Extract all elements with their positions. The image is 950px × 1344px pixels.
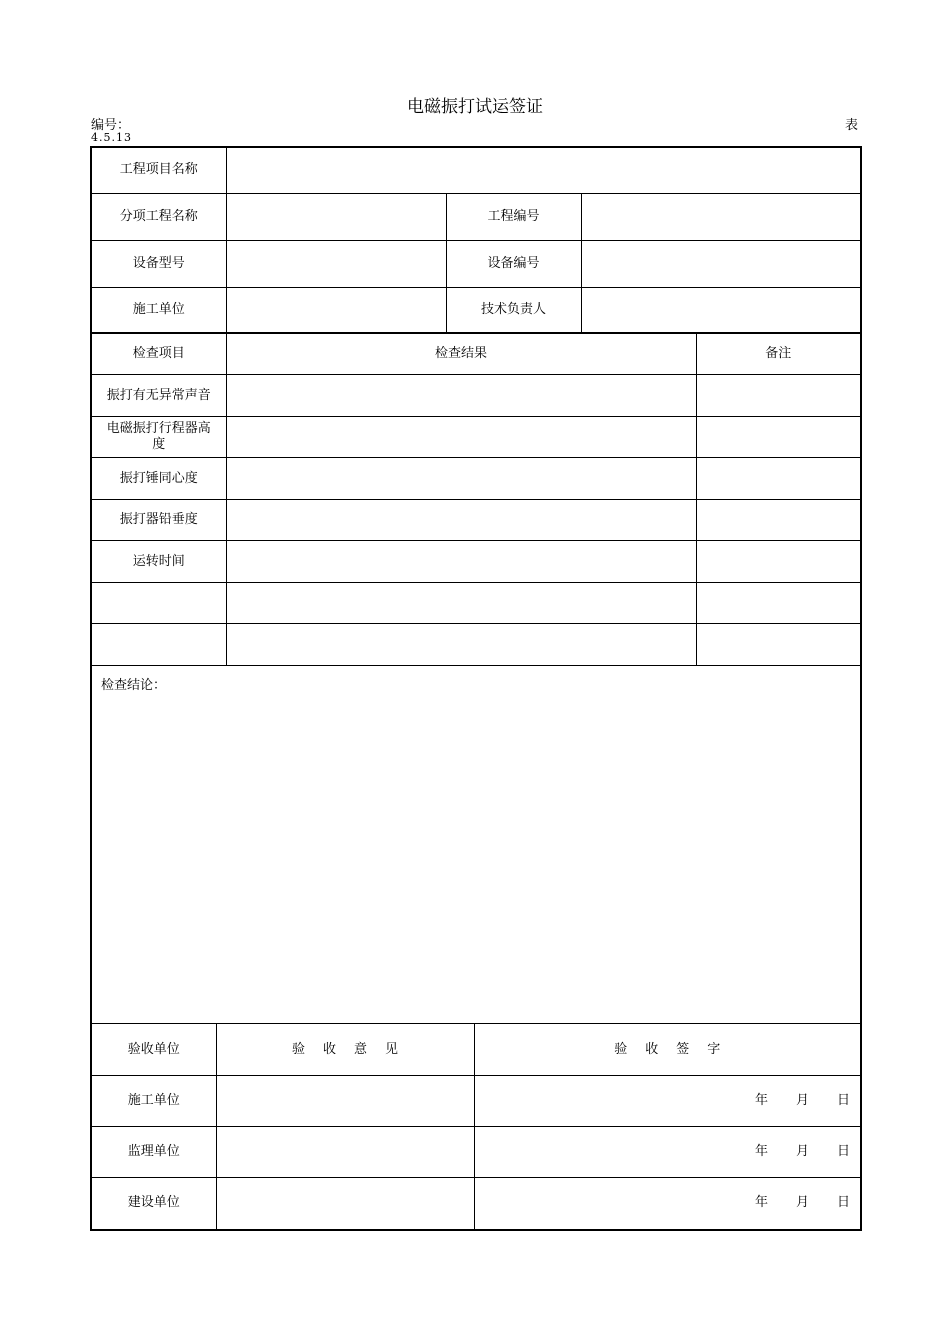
inspection-remark[interactable]: [696, 541, 861, 583]
conclusion-area[interactable]: [91, 666, 861, 1024]
acceptance-opinion-header: 验 收 意 见: [216, 1024, 474, 1076]
table-row: [91, 500, 861, 541]
contractor-label: 施工单位: [91, 287, 226, 333]
acceptance-signature[interactable]: 年 月 日: [474, 1076, 861, 1127]
table-row: [91, 1178, 861, 1230]
table-row: [91, 417, 861, 458]
project-no-label: 工程编号: [446, 193, 581, 240]
table-row: [91, 1127, 861, 1178]
inspection-item[interactable]: [91, 583, 226, 624]
inspection-remark[interactable]: [696, 458, 861, 500]
page-title: 电磁振打试运签证: [407, 97, 543, 117]
project-name-label: 工程项目名称: [91, 147, 226, 193]
inspection-item: 振打锤同心度: [91, 458, 226, 500]
table-row: [91, 624, 861, 666]
inspection-table: [90, 332, 862, 666]
equipment-model-value[interactable]: [226, 240, 446, 287]
inspection-result[interactable]: [226, 458, 696, 500]
inspection-remark[interactable]: [696, 375, 861, 417]
acceptance-signature[interactable]: 年 月 日: [474, 1178, 861, 1230]
number-label: 编号：: [91, 118, 131, 133]
project-name-value[interactable]: [226, 147, 861, 193]
project-info-table: [90, 146, 862, 334]
inspection-result[interactable]: [226, 375, 696, 417]
sub-project-label: 分项工程名称: [91, 193, 226, 240]
acceptance-opinion[interactable]: [216, 1178, 474, 1230]
contractor-value[interactable]: [226, 287, 446, 333]
inspection-result[interactable]: [226, 583, 696, 624]
tech-lead-label: 技术负责人: [446, 287, 581, 333]
acceptance-unit: 监理单位: [91, 1127, 216, 1178]
table-code: 4.5.13: [91, 131, 132, 144]
project-no-value[interactable]: [581, 193, 861, 240]
inspection-item[interactable]: [91, 624, 226, 666]
acceptance-signature[interactable]: 年 月 日: [474, 1127, 861, 1178]
equipment-no-value[interactable]: [581, 240, 861, 287]
table-row: [91, 541, 861, 583]
equipment-model-label: 设备型号: [91, 240, 226, 287]
inspection-item: 振打器铅垂度: [91, 500, 226, 541]
tech-lead-value[interactable]: [581, 287, 861, 333]
table-row: [91, 583, 861, 624]
inspection-remark[interactable]: [696, 583, 861, 624]
inspection-result[interactable]: [226, 500, 696, 541]
inspection-result[interactable]: [226, 417, 696, 458]
inspection-remark[interactable]: [696, 500, 861, 541]
acceptance-unit: 建设单位: [91, 1178, 216, 1230]
inspection-remark-header: 备注: [696, 333, 861, 375]
acceptance-unit-header: 验收单位: [91, 1024, 216, 1076]
conclusion-table: [90, 665, 862, 1024]
acceptance-opinion[interactable]: [216, 1076, 474, 1127]
inspection-result[interactable]: [226, 541, 696, 583]
inspection-item: 运转时间: [91, 541, 226, 583]
inspection-result[interactable]: [226, 624, 696, 666]
sub-project-value[interactable]: [226, 193, 446, 240]
inspection-result-header: 检查结果: [226, 333, 696, 375]
acceptance-unit: 施工单位: [91, 1076, 216, 1127]
acceptance-table: [90, 1023, 862, 1231]
conclusion-label: 检查结论：: [101, 678, 167, 693]
inspection-remark[interactable]: [696, 417, 861, 458]
inspection-item: 振打有无异常声音: [91, 375, 226, 417]
table-row: [91, 458, 861, 500]
table-row: [91, 375, 861, 417]
inspection-item-header: 检查项目: [91, 333, 226, 375]
table-label: 表: [845, 118, 859, 133]
inspection-item: 电磁振打行程器高度: [91, 417, 226, 458]
inspection-remark[interactable]: [696, 624, 861, 666]
acceptance-opinion[interactable]: [216, 1127, 474, 1178]
table-row: [91, 1076, 861, 1127]
acceptance-signature-header: 验 收 签 字: [474, 1024, 861, 1076]
equipment-no-label: 设备编号: [446, 240, 581, 287]
